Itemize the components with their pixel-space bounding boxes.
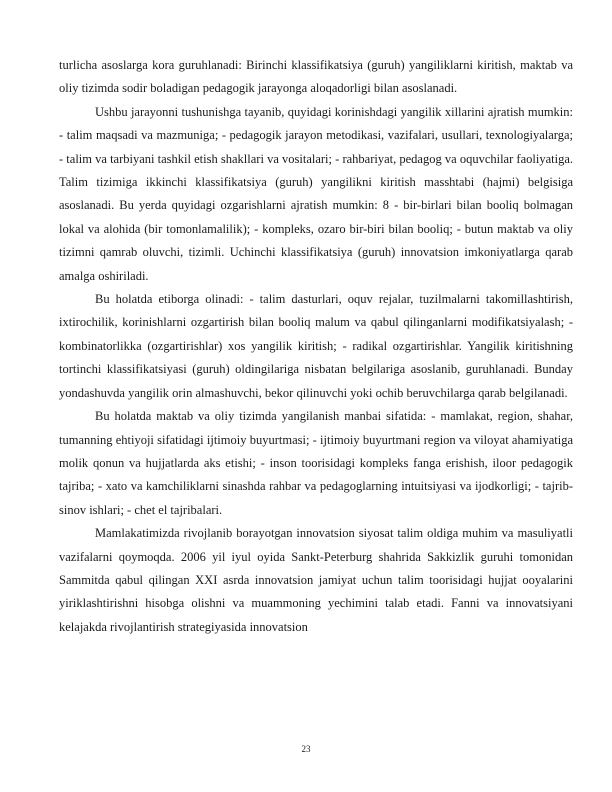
paragraph-innovation-types: Ushbu jarayonni tushunishga tayanib, quyidagi korinishdagi yangilik xillarini ajratish mumkin: - talim maqsadi va mazmuniga; - pedagogik jarayon metodikasi, vazifalari, usullari, texnologiyalarga; - talim va tarbiyani tashkil etish shakllari va vositalari; - rahbariyat, pedagog va oquvchilar faoliyatiga. Talim tizimiga ikkinchi klassifikatsiya (guruh) yangilikni kiritish masshtabi (hajmi) belgisiga asoslanadi. Bu yerda quyidagi ozgarishlarni ajratish mumkin: 8 - bir-birlari bilan booliq bolmagan lokal va alohida (bir tomonlamalilik); - kompleks, ozaro bir-biri bilan booliq; - butun maktab va oliy tizimni qamrab oluvchi, tizimli. Uchinchi klassifikatsiya (guruh) innovatsion imkoniyatlarga qarab amalga oshiriladi.	[59, 104, 573, 283]
paragraph-renewal-sources: Bu holatda maktab va oliy tizimda yangilanish manbai sifatida: - mamlakat, region, shahar, tumanning ehtiyoji sifatidagi ijtimoiy buyurtmasi; - ijtimoiy buyurtmani region va viloyat ahamiyatiga molik qonun va hujjatlarda aks etishi; - inson toorisidagi kompleks fanga erishish, iloor pedagogik tajriba; - xato va kamchiliklarni sinashda rahbar va pedagoglarning intuitsiyasi va ijodkorligi; - tajrib-sinov ishlari; - chet el tajribalari.	[59, 409, 573, 517]
body-text	[59, 54, 573, 639]
paragraph-innovation-policy: Mamlakatimizda rivojlanib borayotgan innovatsion siyosat talim oldiga muhim va masuliyatli vazifalarni qoymoqda. 2006 yil iyul oyida Sankt-Peterburg shahrida Sakkizlik guruhi tomonidan Sammitda qabul qilingan XXI asrda innovatsion jamiyat uchun talim toorisidagi hujjat ooyalarini yiriklashtirishni hisobga olishni va muammoning yechimini talab etadi. Fanni va innovatsiyani kelajakda rivojlantirish strategiyasida innovatsion	[59, 526, 573, 634]
paragraph-continuation: turlicha asoslarga kora guruhlanadi: Birinchi klassifikatsiya (guruh) yangiliklarni kiritish, maktab va oliy tizimda sodir boladigan pedagogik jarayonga aloqadorligi bilan asoslanadi.	[59, 58, 573, 96]
paragraph-innovation-potential: Bu holatda etiborga olinadi: - talim dasturlari, oquv rejalar, tuzilmalarni takomillashtirish, ixtirochilik, korinishlarni ozgartirish bilan booliq malum va qabul qilinganlarni modifikatsiyalash; - kombinatorlikka (ozgartirishlar) xos yangilik kiritish; - radikal ozgartirishlar. Yangilik kiritishning tortinchi klassifikatsiyasi (guruh) oldingilariga nisbatan belgilariga asoslanib, guruhlanadi. Bunday yondashuvda yangilik orin almashuvchi, bekor qilinuvchi yoki ochib beruvchilarga qarab belgilanadi.	[59, 292, 573, 400]
page-number: 23	[301, 744, 311, 754]
